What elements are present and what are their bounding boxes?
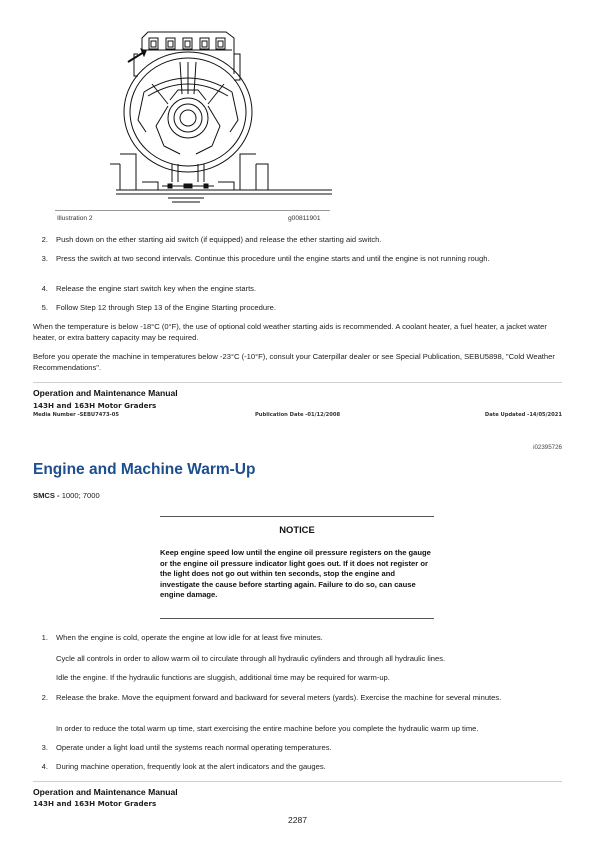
manual-subtitle: 143H and 163H Motor Graders xyxy=(33,401,157,410)
page-number: 2287 xyxy=(287,815,308,825)
paragraph-cold-weather: When the temperature is below -18°C (0°F), the use of optional cold weather starting aids is recommended. A coolant heater, a fuel heater, a jacket water heater, or extra battery capacity may be required. xyxy=(33,322,547,342)
step-text: Press the switch at two second intervals. Continue this procedure until the engine starts and until the engine is not running rough. xyxy=(56,254,490,263)
notice-top-rule xyxy=(160,516,434,517)
paragraph-dealer: Before you operate the machine in temperatures below -23°C (-10°F), consult your Caterpillar dealer or see Special Publication, SEBU5898, "Cold Weather Recommendations". xyxy=(33,352,555,372)
section-divider xyxy=(33,781,562,782)
step-text: Push down on the ether starting aid switch (if equipped) and release the ether starting aid switch. xyxy=(56,235,382,244)
document-id: i02395726 xyxy=(533,444,562,451)
steering-column-illustration xyxy=(108,14,334,210)
step-number: 3. xyxy=(41,743,48,752)
illustration-code: g00811901 xyxy=(288,215,321,222)
illustration xyxy=(108,14,334,210)
step-subtext: Cycle all controls in order to allow warm oil to circulate through all hydraulic cylinders and through all hydraulic lines. xyxy=(56,654,446,663)
publication-date: Publication Date -01/12/2008 xyxy=(255,412,341,418)
step-subtext: In order to reduce the total warm up time, start exercising the entire machine before you complete the hydraulic warm up time. xyxy=(56,724,479,733)
smcs-line xyxy=(33,491,100,500)
illustration-label: Illustration 2 xyxy=(57,215,93,222)
step-number: 5. xyxy=(41,303,48,312)
section-divider xyxy=(33,382,562,383)
step-number: 2. xyxy=(41,693,48,702)
manual-subtitle: 143H and 163H Motor Graders xyxy=(33,799,157,808)
step-text: Release the brake. Move the equipment forward and backward for several meters (yards). Exercise the machine for several minutes. xyxy=(56,693,502,702)
step-number: 4. xyxy=(41,284,48,293)
step-text: During machine operation, frequently look at the alert indicators and the gauges. xyxy=(56,762,326,771)
notice-bottom-rule xyxy=(160,618,434,619)
manual-title: Operation and Maintenance Manual xyxy=(33,787,178,797)
smcs-label: SMCS - xyxy=(33,491,60,500)
illustration-rule xyxy=(55,210,330,211)
notice-title: NOTICE xyxy=(279,524,315,535)
manual-title: Operation and Maintenance Manual xyxy=(33,388,178,398)
step-number: 2. xyxy=(41,235,48,244)
section-title: Engine and Machine Warm-Up xyxy=(33,461,256,478)
date-updated: Date Updated -14/05/2021 xyxy=(484,412,562,418)
media-number: Media Number -SEBU7473-05 xyxy=(33,412,119,418)
step-subtext: Idle the engine. If the hydraulic functions are sluggish, additional time may be required for warm-up. xyxy=(56,673,390,682)
smcs-codes: 1000; 7000 xyxy=(59,491,100,500)
step-text: When the engine is cold, operate the engine at low idle for at least five minutes. xyxy=(56,633,323,642)
step-text: Release the engine start switch key when the engine starts. xyxy=(56,284,257,293)
notice-body: Keep engine speed low until the engine oil pressure registers on the gauge or the engine oil pressure indicator light goes out. If it does not register or the light does not go out within ten seconds, stop the engine and investigate the cause before starting again. Failure to do so, can cause engine damage. xyxy=(160,548,431,600)
step-number: 1. xyxy=(41,633,48,642)
step-number: 4. xyxy=(41,762,48,771)
step-text: Follow Step 12 through Step 13 of the Engine Starting procedure. xyxy=(56,303,276,312)
step-number: 3. xyxy=(41,254,48,263)
step-text: Operate under a light load until the systems reach normal operating temperatures. xyxy=(56,743,332,752)
